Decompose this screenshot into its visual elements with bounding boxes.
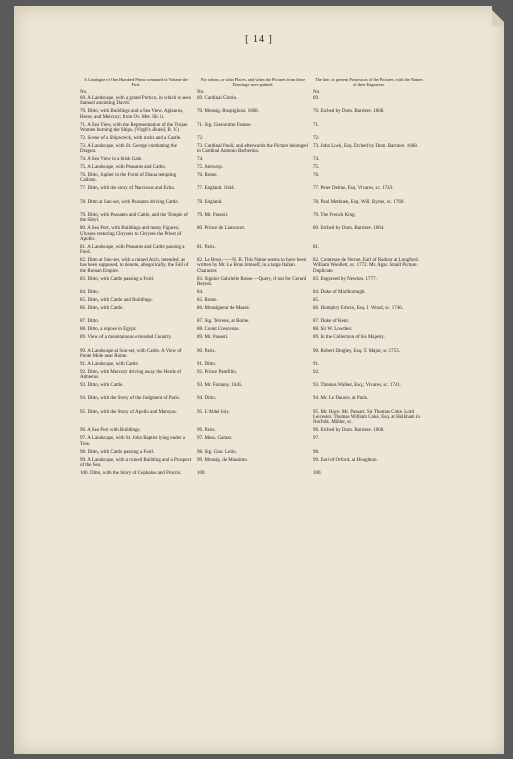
catalogue-entry: 100. [313, 470, 322, 476]
catalogue-entry: 79. Ditto, with Peasants and Cattle, and the Temple of the Sibyl. [80, 212, 188, 224]
catalogue-entry: 84. Ditto. [80, 290, 100, 296]
catalogue-entry: 74. [313, 157, 320, 163]
catalogue-entry: 100. Ditto, with the Story of Cephalus and Procris. [80, 470, 182, 476]
catalogue-entry: 95. Ditto, with the Story of Apollo and Marsyas. [80, 409, 177, 415]
catalogue-entry: 80. Prince de Liancourt. [197, 226, 246, 232]
print-catalogue-column [80, 78, 192, 484]
catalogue-entry: 70. Ditto, with Buildings and a Sea View. Aglauros, Herse, and Mercury; from Ov. Met. lib. ii. [80, 109, 184, 120]
catalogue-entry: 72. [313, 135, 320, 141]
catalogue-entry: 97. A Landscape, with St. John Baptist lying under a Tree. [80, 436, 185, 447]
catalogue-entry: 69. Cardinal Giorio. [197, 96, 238, 101]
catalogue-entry: 93. Ditto, with Cattle. [80, 383, 124, 389]
catalogue-entry: 78. England. [197, 199, 223, 205]
catalogue-entry: 71. A Sea View, with the Representation of the Trojan Women burning the Ships. (Virgil's Æneid, B. V.) [80, 122, 188, 133]
catalogue-entry: 72. Scene of a Shipwreck, with rocks and a Castle. [80, 135, 182, 141]
catalogue-entry: 69. A Landscape, with a grand Portico, in which is seen Samuel anointing David. [80, 96, 191, 107]
number-label: No. [80, 90, 88, 95]
catalogue-entry: 82. Le Brun.——N. B. This Name seems to have been written by Mr. Le Brun himself, in a large Italian Character. [197, 258, 307, 274]
catalogue-entry: 70. Etched by Dom. Barriere. 1668. [313, 109, 385, 115]
catalogue-entry: 71. Sig. Gieronimo Fanese. [197, 122, 252, 128]
catalogue-entry: 85. Ditto, with Cattle and Buildings. [80, 298, 153, 304]
catalogue-entry: 98. [313, 449, 320, 455]
catalogue-entry: 87. Duke of Kent. [313, 319, 349, 325]
catalogue-entry: 93. Thomas Walker, Esq.; Vivares, sc. 1741. [313, 383, 402, 389]
catalogue-entry: 83. Signior Gabrielle Rosse.—Query, if not for Gerard Reynst. [197, 276, 307, 288]
catalogue-entry: 92. Ditto, with Mercury driving away the Herds of Admetus. [80, 369, 182, 381]
catalogue-entry: 79. Mr. Passeri. [197, 212, 229, 218]
catalogue-entry: 100. [197, 470, 206, 476]
catalogue-entry: 77. Ditto, with the story of Narcissus and Echo. [80, 186, 176, 192]
number-label: No. [197, 90, 205, 95]
catalogue-entry: 75. Antwerp. [197, 165, 223, 171]
catalogue-entry: 90. A Landscape at Sun-set, with Cattle. A View of Ponte Mole near Rome. [80, 348, 182, 359]
catalogue-entry: 77. England. 1644. [197, 186, 235, 192]
catalogue-entry: 90. Robert Dingley, Esq. T. Major, sc 1753. [313, 348, 400, 354]
catalogue-entry: 97. [313, 436, 320, 442]
catalogue-entry: 95. L'Abbé Joly. [197, 409, 230, 415]
catalogue-entry: 88. Sir W. Lowther. [313, 327, 353, 333]
catalogue-entry: 94. Ditto, with the Story of the Judgment of Paris. [80, 396, 180, 402]
catalogue-entry: 75. [313, 165, 320, 171]
catalogue-entry: 96. Etched by Dom. Barriere. 1660. [313, 428, 385, 434]
catalogue-entry: 80. A Sea Port, with Buildings and many Figures; Ulysses restoring Chryseis to Chryses the Priest of Apollo. [80, 226, 182, 242]
painted-for-column [197, 78, 309, 484]
catalogue-entry: 75. A Landscape, with Peasants and Cattle. [80, 165, 166, 171]
catalogue-entry: 86. Ditto, with Cattle. [80, 306, 124, 312]
catalogue-entry: 93. Mr. Fontany. 1645. [197, 383, 243, 389]
catalogue-entry: 90. Paris. [197, 348, 216, 354]
catalogue-entry: 99. A Landscape, with a ruined Building and a Prospect of the Sea. [80, 457, 192, 468]
folded-corner [492, 6, 504, 26]
catalogue-entry: 91. [313, 361, 320, 367]
catalogue-entry: 77. Peter Delme, Esq. Vivares, sc. 1743. [313, 186, 394, 192]
column-header: The late, or present Possessors of the Pictures; with the Names of their Engravers. [315, 77, 423, 87]
catalogue-entry: 78. Ditto at Sun-set, with Peasants driving Cattle. [80, 199, 179, 205]
catalogue-entry: 99. Earl of Orford, at Houghton. [313, 457, 378, 463]
catalogue-entry: 91. A Landscape, with Cattle. [80, 361, 140, 367]
catalogue-entry: 97. Mess. Gamar. [197, 436, 233, 442]
catalogue-entry: 84. [197, 290, 204, 296]
catalogue-entry: 70. Monsig. Rospigliosi. 1668. [197, 109, 259, 115]
catalogue-table [80, 78, 484, 598]
catalogue-entry: 76. [313, 173, 320, 179]
catalogue-entry: 87. Ditto. [80, 319, 100, 325]
catalogue-entry: 85. Rome. [197, 298, 218, 304]
catalogue-entry: 73. Cardinal Paoli; and afterwards the Picture belonged to Cardinal Antonio Barberino. [197, 143, 308, 155]
catalogue-entry: 94. Ditto. [197, 396, 217, 402]
catalogue-entry: 95. Mr. Haye. Mr. Passart. Sir Thomas Coke. Lord Leicester. Thomas William Coke, Esq. at Holkham in Norfolk. Müller, sc. [313, 409, 420, 426]
catalogue-entry: 94. Mr. Le Dauois, at Paris. [313, 396, 369, 402]
catalogue-entry: 82. Comtesse de Verrue. Earl of Radnor at Longford. William Woollett, sc. 1772. Mr. Agar. Small Picture. Duplicate. [313, 258, 419, 274]
catalogue-entry: 78. Paul Methuen, Esq. Will. Byrne, sc. 1769. [313, 199, 405, 205]
catalogue-entry: 76. Rome. [197, 173, 218, 179]
catalogue-entry: 83. Ditto, with Cattle passing a Ford. [80, 276, 155, 282]
catalogue-entry: 74. A Sea View in a brisk Gale. [80, 157, 143, 163]
catalogue-entry: 86. Monsigneur de Massé. [197, 306, 250, 312]
catalogue-entry: 69. [313, 96, 320, 101]
catalogue-entry: 92. [313, 369, 320, 375]
catalogue-entry: 88. Ditto, a repose in Egypt. [80, 327, 137, 333]
catalogue-entry: 81. A Landscape, with Peasants and Cattle passing a Ford. [80, 244, 185, 256]
catalogue-entry: 91. Ditto. [197, 361, 217, 367]
catalogue-entry: 82. Ditto at Sun-set, with a ruined Arch, intended, as has been supposed, to denote, allegorically, the Fall of the Roman Empire. [80, 258, 189, 274]
column-header: A Catalogue of One Hundred Prints contained in Volume the First. [83, 77, 189, 87]
catalogue-entry: 85. [313, 298, 320, 304]
catalogue-entry: 73. John Lock, Esq. Etched by Dom. Barriere. 1668. [313, 143, 418, 149]
catalogue-entry: 76. Ditto, Jupiter in the Form of Diana tempting Callisto. [80, 173, 177, 184]
catalogue-entry: 98. Sig. Gior. Lelio. [197, 449, 237, 455]
catalogue-entry: 99. Monsig. de Massimo. [197, 457, 248, 463]
catalogue-entry: 86. Humphry Edwin, Esq. J. Wood, sc. 1746. [313, 306, 404, 312]
catalogue-entry: 96. A Sea Port with Buildings. [80, 428, 141, 434]
number-label: No. [313, 90, 321, 95]
catalogue-entry: 71. [313, 122, 320, 128]
catalogue-entry: 89. View of a mountainous extended Country. [80, 335, 172, 341]
catalogue-entry: 74. [197, 157, 204, 163]
catalogue-entry: 89. Mr. Passeri. [197, 335, 229, 341]
catalogue-entry: 92. Prince Pamfilio. [197, 369, 237, 375]
document-page [14, 6, 504, 754]
possessors-column [313, 78, 425, 484]
catalogue-entry: 87. Sig. Terrene, at Rome. [197, 319, 250, 325]
catalogue-entry: 73. A Landscape, with St. George combating the Dragon. [80, 143, 177, 155]
catalogue-entry: 88. Count Crescenze. [197, 327, 240, 333]
catalogue-entry: 84. Duke of Marlborough. [313, 290, 366, 296]
catalogue-entry: 81. [313, 244, 320, 250]
catalogue-entry: 98. Ditto, with Cattle passing a Ford. [80, 449, 155, 455]
catalogue-entry: 81. Paris. [197, 244, 216, 250]
catalogue-entry: 89. In the Collection of his Majesty. [313, 335, 385, 341]
catalogue-entry: 79. The French King. [313, 212, 356, 218]
catalogue-entry: 96. Paris. [197, 428, 216, 434]
column-header: For whom, or what Places, and when the Pictures from these Drawings were painted. [200, 77, 306, 87]
catalogue-entry: 83. Engraved by Newton. 1777. [313, 276, 377, 282]
catalogue-entry: 80. Etched by Dom. Barriere. 1664. [313, 226, 385, 232]
page-number: [ 14 ] [245, 34, 273, 45]
catalogue-entry: 72. [197, 135, 204, 141]
